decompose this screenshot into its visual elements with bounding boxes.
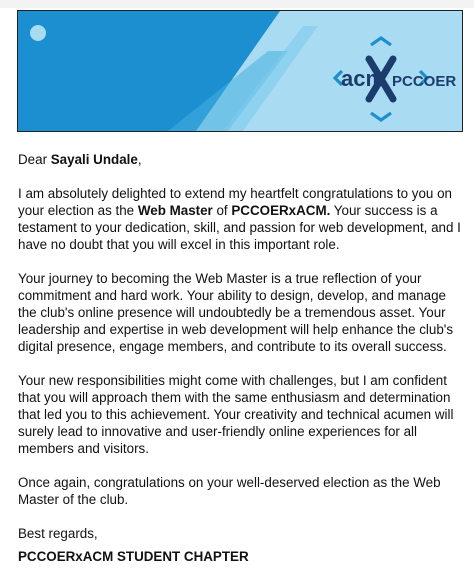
top-strip [0,0,474,8]
signature-text: PCCOERxACM STUDENT CHAPTER [18,549,249,564]
closing: Best regards, [18,526,98,541]
paragraph-1 [18,185,462,253]
logo-text-acm: acm [341,66,386,91]
paragraph-1-text-a: I am absolutely delighted to extend my heartfelt congratulations to you on your election as the [18,186,452,218]
role-name: Web Master [137,203,213,218]
org-name: PCCOERxACM. [231,203,331,218]
logo-text-pccoer: PCCOER [392,73,457,90]
banner-circle-icon [30,25,46,41]
salutation-prefix: Dear [18,152,51,167]
signature [18,548,462,565]
recipient-name: Sayali Undale [50,152,138,167]
letter-body [18,151,462,582]
banner-graphic [18,11,462,131]
paragraph-2: Your journey to becoming the Web Master is a true reflection of your commitment and hard work. Your ability to design, develop, and manage the club's online presence will undoubtedly be a tremendous asset. Your leadership and expertise in web development will help enhance the club's digital presence, engage members, and contribute to its overall success. [18,271,454,354]
paragraph-4: Once again, congratulations on your well-deserved election as the Web Master of the club. [18,475,441,507]
salutation-suffix: , [137,152,142,167]
salutation [18,151,462,168]
paragraph-1-of: of [212,203,232,218]
header-banner [17,10,463,132]
paragraph-3: Your new responsibilities might come with challenges, but I am confident that you will approach them with the same enthusiasm and determination that led you to this achievement. Your creativity and technical acumen will surely lead to innovative and user-friendly online experiences for all members and visitors. [18,373,454,456]
paragraph-1-text-b: Your success is a testament to your dedication, skill, and passion for web development, and I have no doubt that you will excel in this important role. [18,203,461,252]
